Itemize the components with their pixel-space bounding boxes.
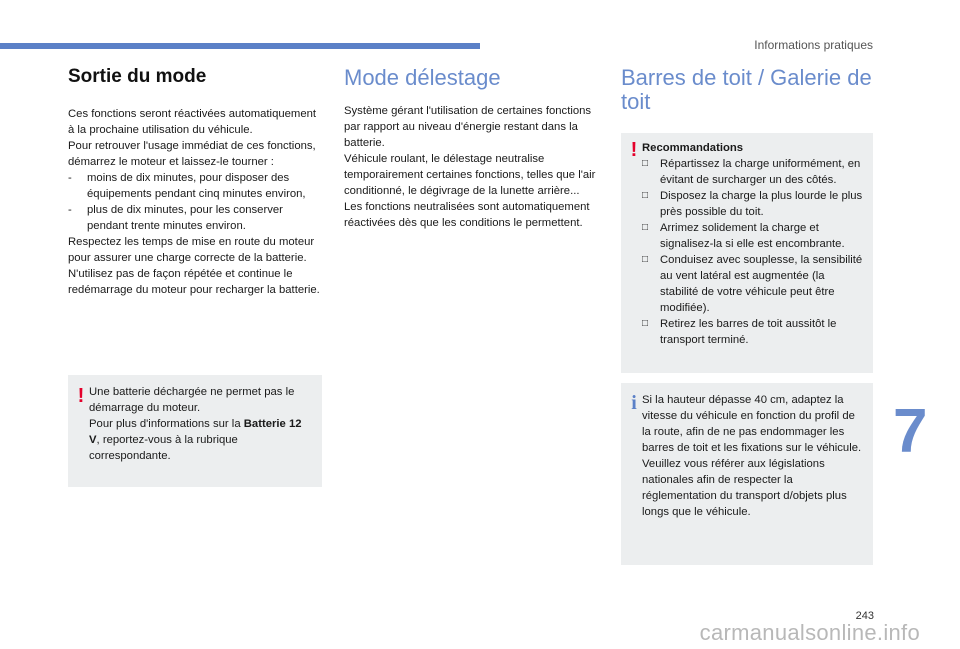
page-number: 243 xyxy=(855,610,874,622)
heading-delestage: Mode délestage xyxy=(344,65,501,90)
list-item: - plus de dix minutes, pour les conserver pendant trente minutes environ. xyxy=(68,202,322,234)
para-driving: Véhicule roulant, le délestage neutralise temporairement certaines fonctions, telles que l'air conditionné, le dégivrage de la lunette arrière... xyxy=(344,153,596,197)
duration-list xyxy=(68,170,322,234)
warning-line2 xyxy=(89,416,314,464)
para-no-repeat: N'utilisez pas de façon répétée et continue le redémarrage du moteur pour recharger la batterie. xyxy=(68,268,320,296)
para-reactivation: Les fonctions neutralisées sont automatiquement réactivées dès que les conditions le permettent. xyxy=(344,201,590,229)
list-item: □ Répartissez la charge uniformément, en évitant de surcharger un des côtés. xyxy=(642,156,865,188)
para-restart: Pour retrouver l'usage immédiat de ces fonctions, démarrez le moteur et laissez-le tourner : xyxy=(68,140,316,168)
battery-reference: Batterie 12 V xyxy=(89,418,302,446)
column-barres-toit xyxy=(621,66,873,127)
para-intro: Ces fonctions seront réactivées automatiquement à la prochaine utilisation du véhicule. xyxy=(68,108,317,136)
column-sortie xyxy=(68,66,322,298)
column-delestage xyxy=(344,66,599,231)
watermark: carmanualsonline.info xyxy=(699,620,920,645)
warning-icon: ! xyxy=(630,139,638,161)
list-item: □ Conduisez avec souplesse, la sensibilité au vent latéral est augmentée (la stabilité de votre véhicule peut être modifiée). xyxy=(642,252,865,316)
top-accent-bar xyxy=(0,43,480,49)
para-system: Système gérant l'utilisation de certaines fonctions par rapport au niveau d'énergie restant dans la batterie. xyxy=(344,105,592,149)
info-box-height xyxy=(621,383,873,565)
recommendations-text xyxy=(642,140,865,348)
warning-line2-post: , reportez-vous à la rubrique correspondante. xyxy=(89,434,238,462)
info-para2: Veuillez vous référer aux législations nationales afin de respecter la réglementation du transport d/objets plus longs que le véhicule. xyxy=(642,458,847,518)
info-text xyxy=(642,392,865,520)
warning-box-recommandations xyxy=(621,133,873,373)
list-item: □ Disposez la charge la plus lourde le plus près possible du toit. xyxy=(642,188,865,220)
list-item: □ Arrimez solidement la charge et signalisez-la si elle est encombrante. xyxy=(642,220,865,252)
para-engine-time: Respectez les temps de mise en route du moteur pour assurer une charge correcte de la batterie. xyxy=(68,236,315,264)
info-icon: i xyxy=(631,392,637,414)
recommendations-list xyxy=(642,156,865,348)
warning-line2-pre: Pour plus d'informations sur la xyxy=(89,418,244,430)
section-header: Informations pratiques xyxy=(754,38,873,52)
list-item: □ Retirez les barres de toit aussitôt le transport terminé. xyxy=(642,316,865,348)
heading-sortie: Sortie du mode xyxy=(68,66,207,87)
heading-barres-toit: Barres de toit / Galerie de toit xyxy=(621,65,872,114)
warning-box-battery xyxy=(68,375,322,487)
recommendations-heading: Recommandations xyxy=(642,142,744,154)
warning-icon: ! xyxy=(77,385,85,407)
warning-text xyxy=(89,384,314,464)
list-item: - moins de dix minutes, pour disposer des équipements pendant cinq minutes environ, xyxy=(68,170,322,202)
info-para1: Si la hauteur dépasse 40 cm, adaptez la vitesse du véhicule en fonction du profil de la route, afin de ne pas endommager les barres de toit et les fixations sur le véhicule. xyxy=(642,394,862,454)
warning-line1: Une batterie déchargée ne permet pas le démarrage du moteur. xyxy=(89,386,295,414)
chapter-number: 7 xyxy=(893,397,928,466)
